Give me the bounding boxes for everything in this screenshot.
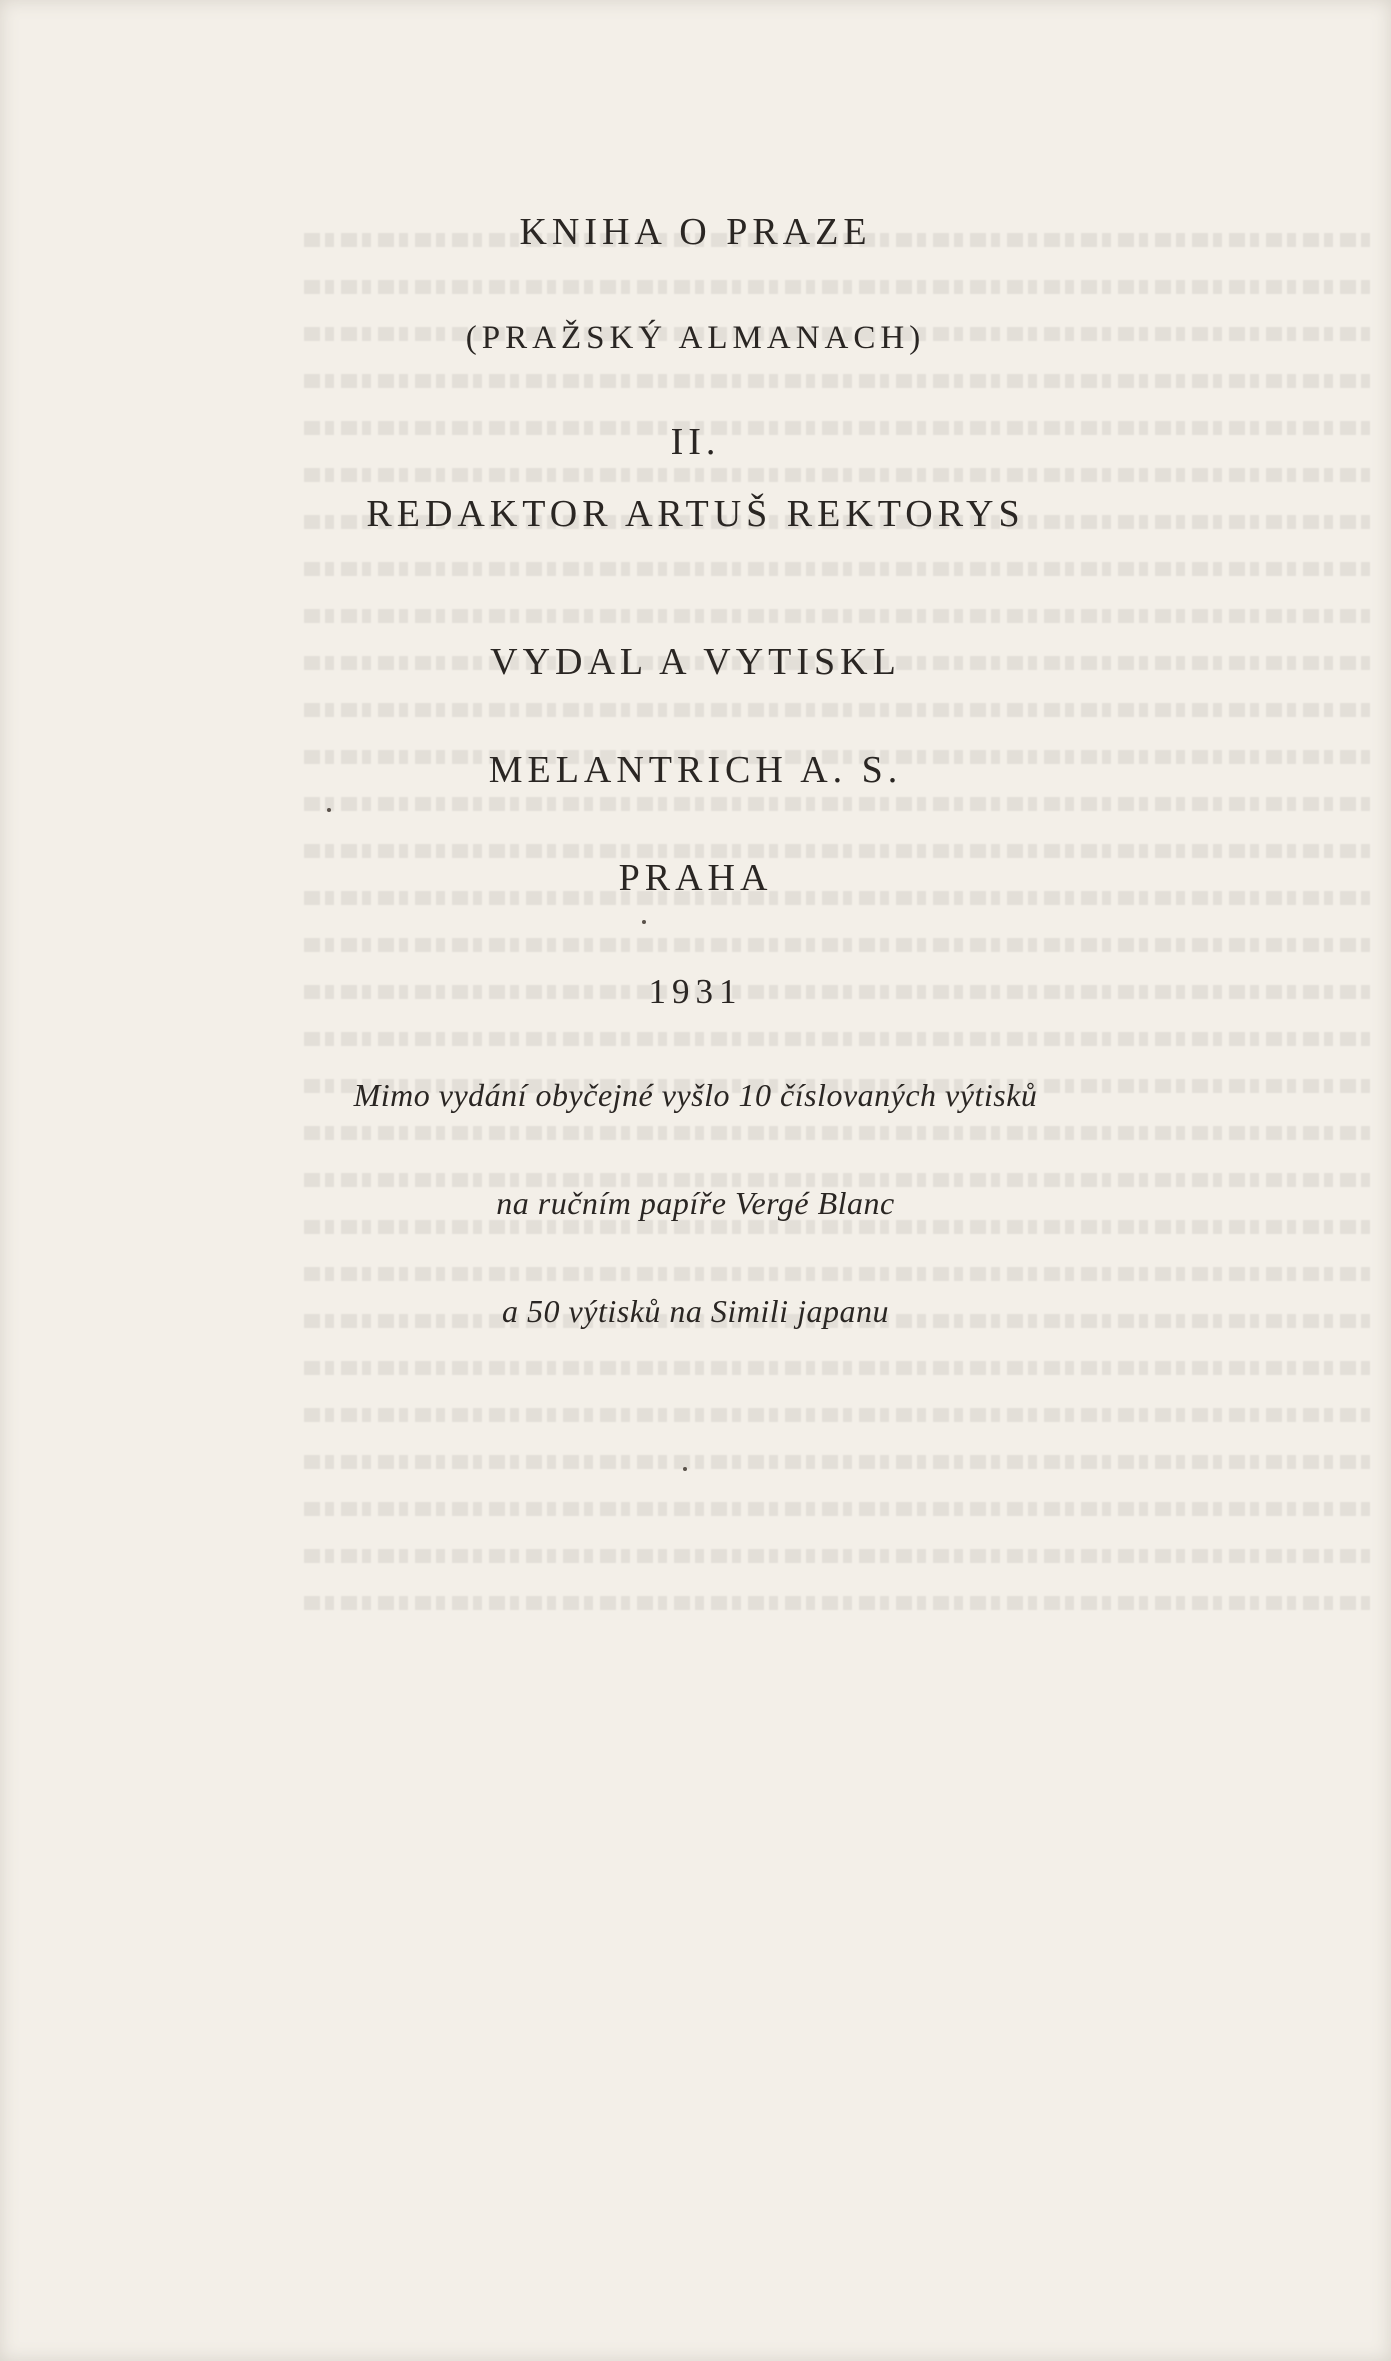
paper-speck [327, 808, 331, 812]
publisher-intro: VYDAL A VYTISKL [490, 641, 901, 683]
paper-speck [683, 1467, 687, 1471]
edition-note-line-2: na ručním papíře Vergé Blanc [496, 1185, 895, 1221]
editor-line: REDAKTOR ARTUŠ REKTORYS [366, 493, 1025, 535]
volume-number: II. [670, 421, 721, 463]
book-subtitle: (PRAŽSKÝ ALMANACH) [465, 320, 926, 356]
edition-note-line-1: Mimo vydání obyčejné vyšlo 10 číslovaných výtisků [353, 1077, 1038, 1113]
paper-speck [642, 920, 646, 924]
year: 1931 [648, 972, 743, 1011]
edition-note-line-3: a 50 výtisků na Simili japanu [502, 1293, 889, 1329]
city: PRAHA [618, 857, 773, 899]
book-title: KNIHA O PRAZE [519, 211, 872, 253]
publisher-name: MELANTRICH A. S. [488, 749, 903, 791]
